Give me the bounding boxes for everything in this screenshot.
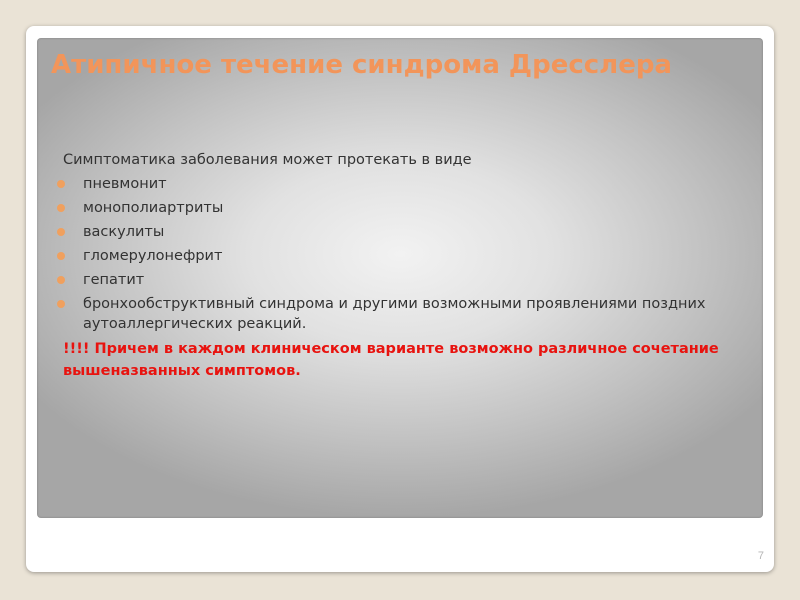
slide-card: [26, 26, 774, 572]
bullet-dot-icon: [57, 228, 65, 236]
list-item: [51, 174, 751, 194]
list-item-text: гепатит: [83, 272, 145, 288]
slide-body: [51, 150, 751, 382]
list-item-text: монополиартриты: [83, 200, 224, 216]
bullet-dot-icon: [57, 300, 65, 308]
list-item: [51, 270, 751, 290]
list-item-text: васкулиты: [83, 224, 165, 240]
bullet-dot-icon: [57, 252, 65, 260]
list-item-text: бронхообструктивный синдрома и другими возможными проявлениями поздних аутоаллергических реакций.: [83, 296, 706, 332]
list-item: [51, 294, 751, 334]
bullet-dot-icon: [57, 276, 65, 284]
bullet-dot-icon: [57, 204, 65, 212]
bullet-dot-icon: [57, 180, 65, 188]
page-number: 7: [757, 550, 764, 562]
list-item: [51, 198, 751, 218]
list-item: [51, 222, 751, 242]
intro-text: Симптоматика заболевания может протекать в виде: [63, 152, 472, 168]
symptom-list: [51, 174, 751, 334]
list-item: [51, 246, 751, 266]
list-item-text: гломерулонефрит: [83, 248, 223, 264]
slide-title: Атипичное течение синдрома Дресслера: [51, 50, 672, 80]
content-panel: [37, 38, 763, 518]
warning-note: !!!! Причем в каждом клиническом варианте возможно различное сочетание вышеназванных симптомов.: [63, 341, 719, 379]
list-item-text: пневмонит: [83, 176, 167, 192]
